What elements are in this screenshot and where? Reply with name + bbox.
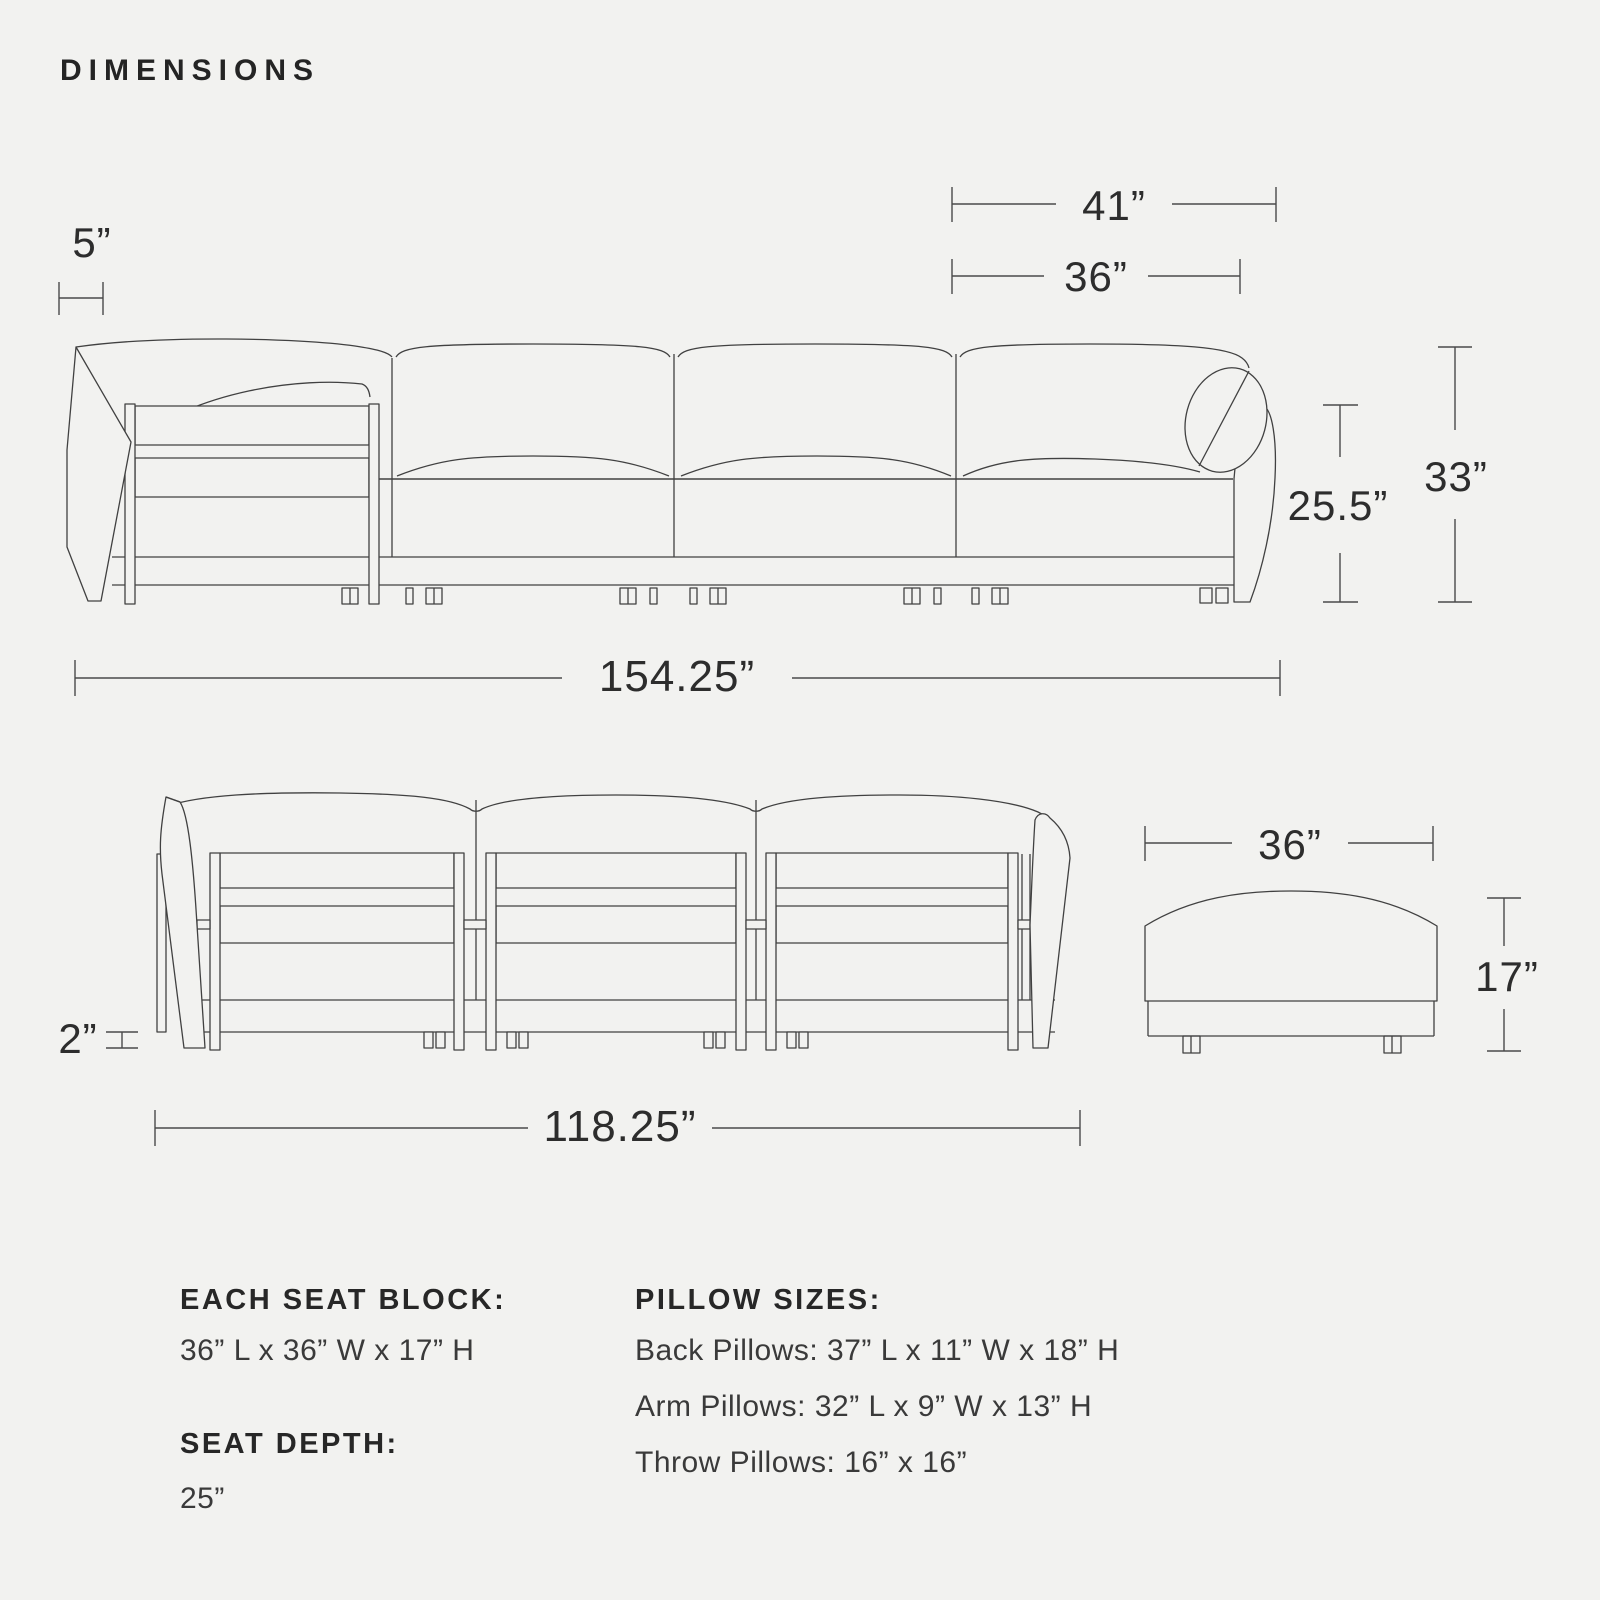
seat-depth-value: 25”: [180, 1482, 225, 1515]
sofa-front-view-drawing: [67, 339, 1278, 604]
front-overall-width-label: 154.25”: [598, 652, 756, 701]
front-seat-arm-width-label: 41”: [1082, 182, 1146, 229]
pillow-sizes-heading: PILLOW SIZES:: [635, 1284, 882, 1316]
sofa-back-view-drawing: [157, 793, 1070, 1050]
pillow-arm-value: Arm Pillows: 32” L x 9” W x 13” H: [635, 1390, 1093, 1423]
front-seat-width-label: 36”: [1064, 253, 1128, 300]
page-title: DIMENSIONS: [60, 54, 321, 87]
ottoman-drawing: [1145, 891, 1437, 1053]
back-overall-width-label: 118.25”: [543, 1102, 697, 1151]
pillow-back-value: Back Pillows: 37” L x 11” W x 18” H: [635, 1334, 1120, 1367]
dimension-lines: [59, 187, 1521, 1146]
ottoman-width-label: 36”: [1258, 821, 1322, 868]
front-arm-width-label: 5”: [72, 219, 112, 266]
seat-block-value: 36” L x 36” W x 17” H: [180, 1334, 475, 1367]
ottoman-height-label: 17”: [1475, 953, 1539, 1000]
front-overall-height-label: 33”: [1424, 453, 1488, 500]
back-leg-height-label: 2”: [58, 1015, 98, 1062]
pillow-throw-value: Throw Pillows: 16” x 16”: [635, 1446, 968, 1479]
seat-block-heading: EACH SEAT BLOCK:: [180, 1284, 507, 1316]
seat-depth-heading: SEAT DEPTH:: [180, 1428, 399, 1460]
front-arm-height-label: 25.5”: [1287, 482, 1389, 529]
